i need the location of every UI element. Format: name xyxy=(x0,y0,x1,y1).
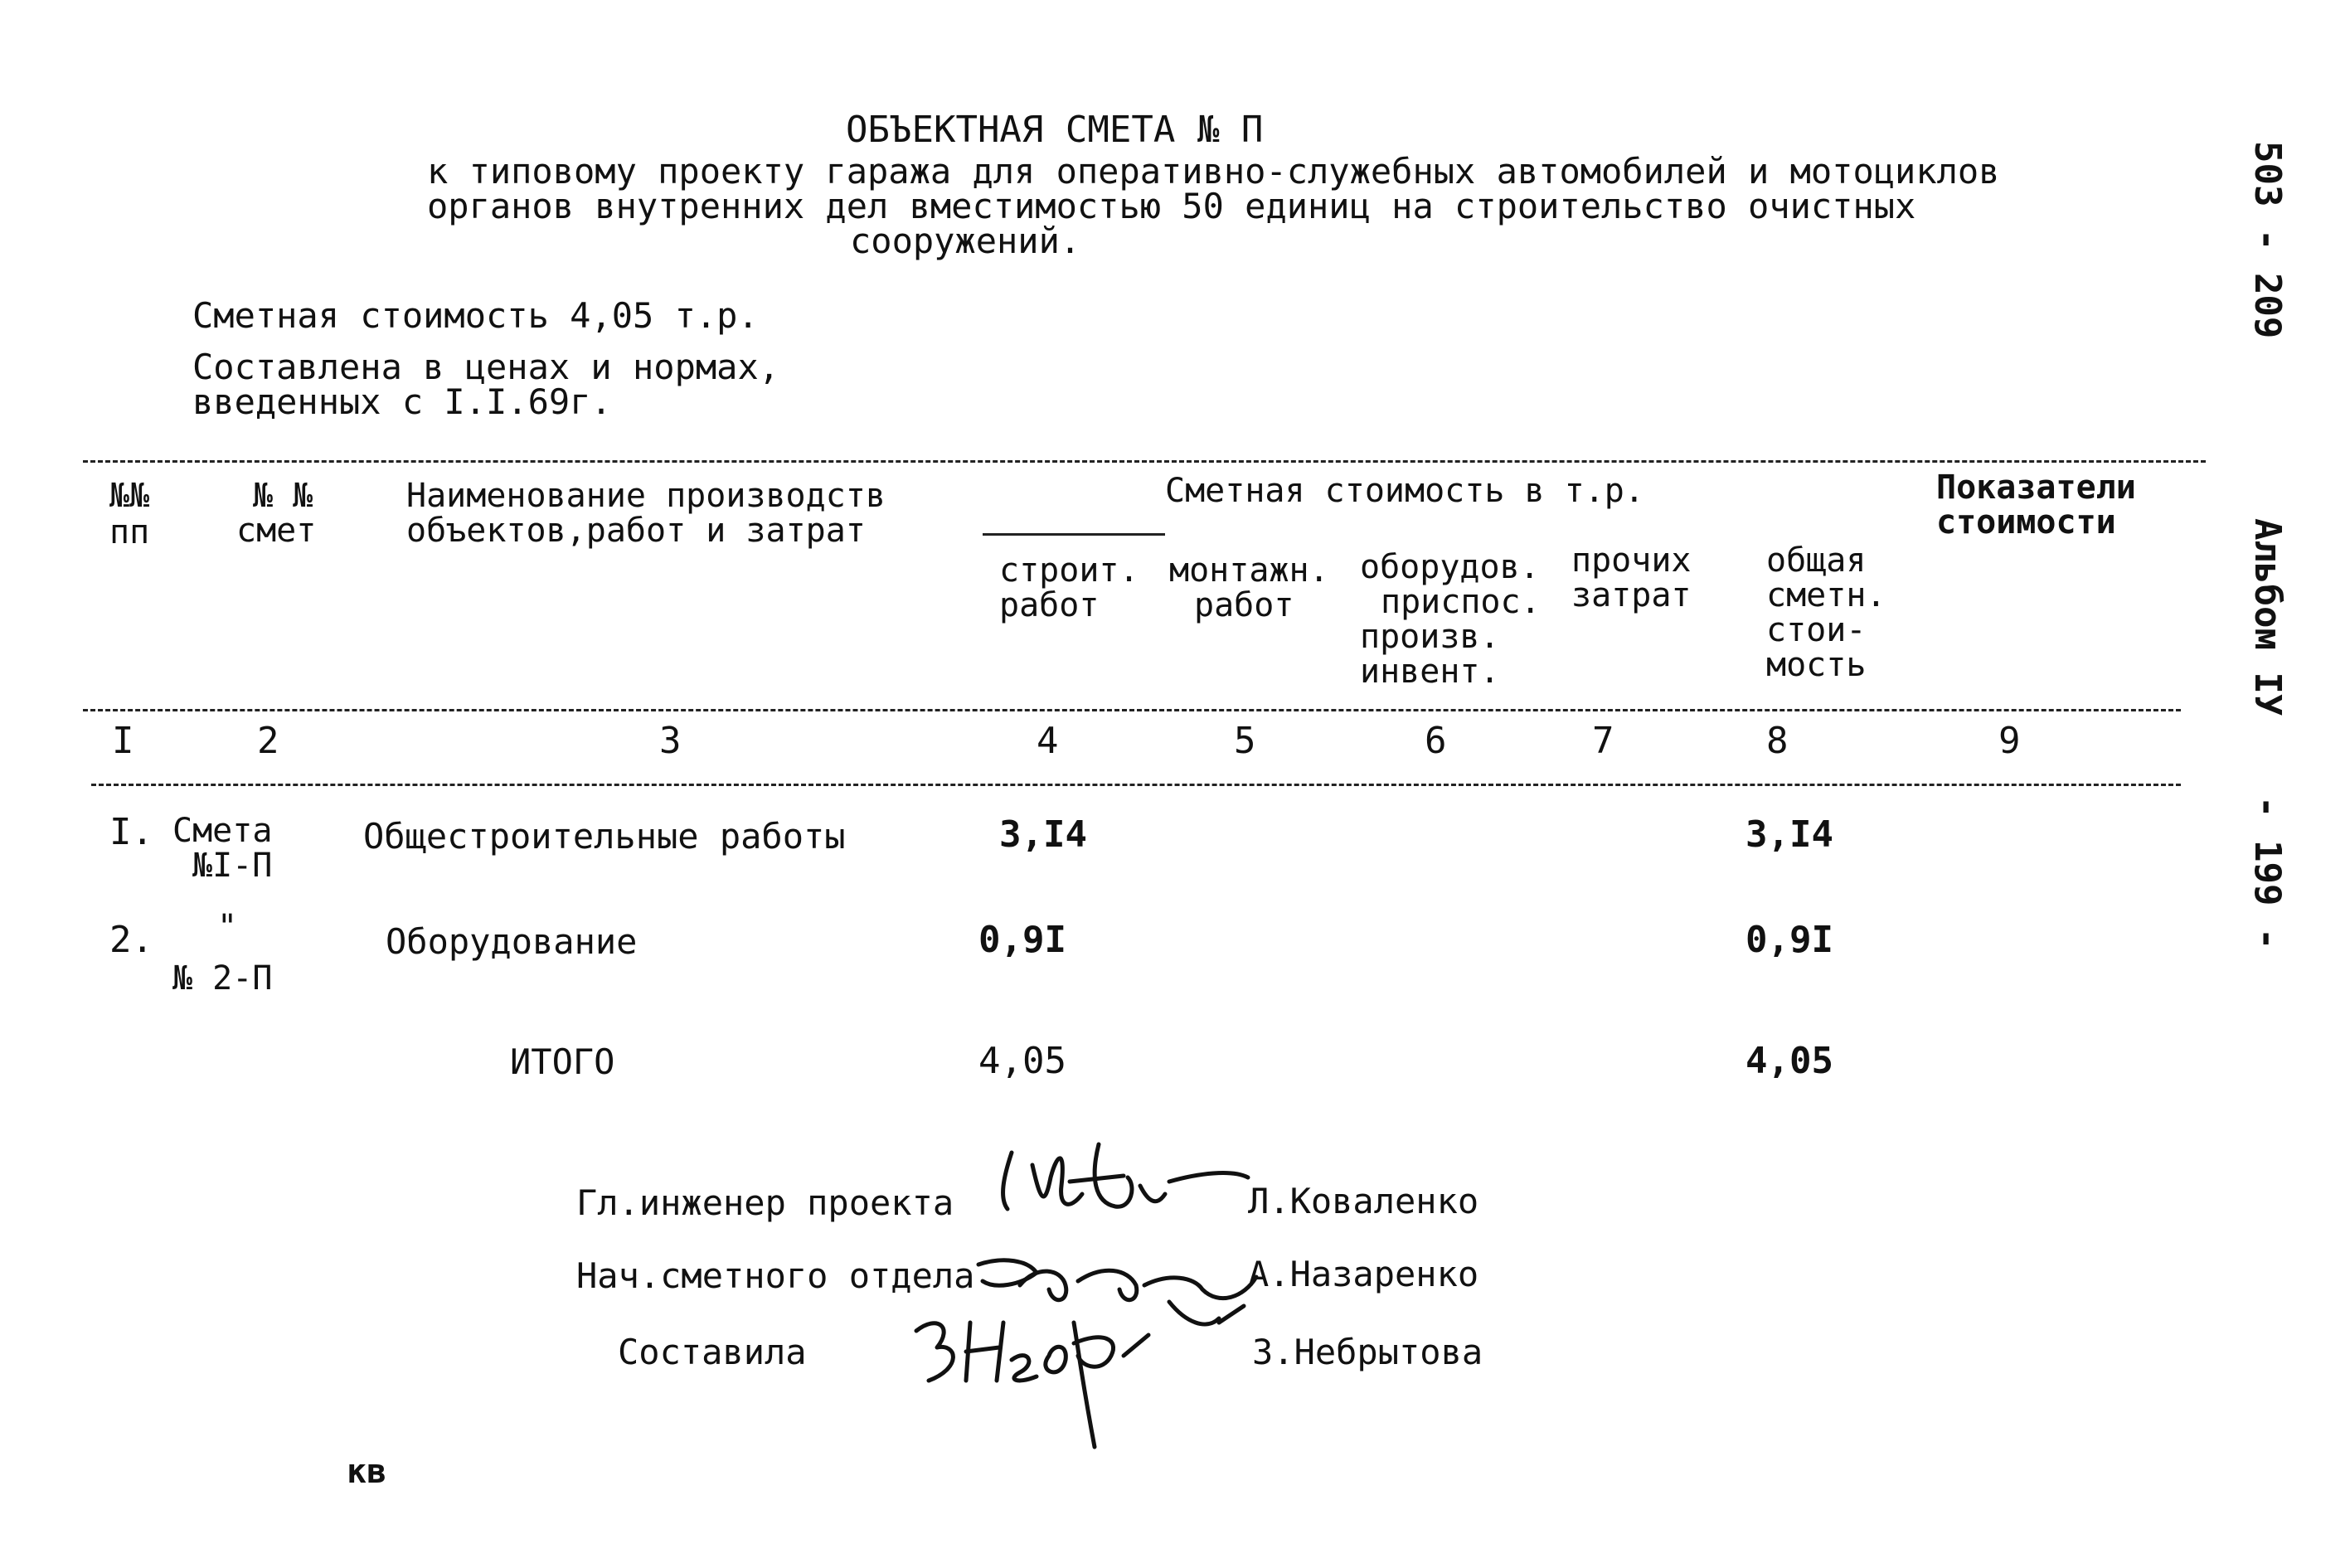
row-number: I. xyxy=(109,811,153,853)
margin-code: 503 - 209 xyxy=(2246,141,2289,339)
column-number: 6 xyxy=(1425,720,1447,762)
row-total-cost: 0,9I xyxy=(1746,919,1833,961)
header-col6-line2: приспос. xyxy=(1381,583,1541,621)
column-number: 4 xyxy=(1037,720,1059,762)
signature-role: Составила xyxy=(618,1332,807,1372)
header-col3-line2: объектов,работ и затрат xyxy=(406,512,866,550)
header-col6-line3: произв. xyxy=(1360,618,1500,656)
prices-note-line-2: введенных с I.I.69г. xyxy=(192,381,612,422)
prices-note-line-1: Составлена в ценах и нормах, xyxy=(192,347,780,387)
total-label: ИТОГО xyxy=(510,1041,615,1082)
header-col7-line2: затрат xyxy=(1571,576,1692,614)
header-col4-line2: работ xyxy=(999,586,1100,624)
row-smeta-line2: №I-П xyxy=(192,847,273,885)
margin-page-number: - 199 - xyxy=(2246,796,2289,950)
header-bottom-rule xyxy=(83,709,2181,711)
column-number: 5 xyxy=(1234,720,1256,762)
header-col4-line1: строит. xyxy=(999,551,1139,590)
row-total-cost: 3,I4 xyxy=(1746,813,1833,856)
row-build-cost: 0,9I xyxy=(978,919,1066,961)
header-col3-line1: Наименование производств xyxy=(406,477,886,515)
row-build-cost: 3,I4 xyxy=(999,813,1087,856)
column-number: 9 xyxy=(1998,720,2021,762)
column-number: 2 xyxy=(257,720,279,762)
header-col6-line4: инвент. xyxy=(1360,653,1500,691)
header-col1-line2: пп xyxy=(109,513,150,551)
header-col1-line1: №№ xyxy=(109,477,150,515)
header-col2-line1: № № xyxy=(253,477,313,515)
signature-name: З.Небрытова xyxy=(1252,1332,1483,1372)
signature-name: А.Назаренко xyxy=(1248,1254,1479,1294)
handwritten-signature xyxy=(991,1136,1256,1227)
column-number: 8 xyxy=(1766,720,1789,762)
header-col8-line2: сметн. xyxy=(1766,576,1886,614)
initials-mark: кв xyxy=(347,1453,387,1491)
row-number: 2. xyxy=(109,919,153,961)
subtitle-line-1: к типовому проекту гаража для оперативно-служебных автомобилей и мотоциклов xyxy=(427,151,2000,192)
header-col9-line1: Показатели xyxy=(1936,468,2136,507)
row-name: Оборудование xyxy=(386,921,638,962)
header-cost-group: Сметная стоимость в т.р. xyxy=(1165,472,1644,510)
header-col9-line2: стоимости xyxy=(1936,503,2116,541)
subtitle-line-2: органов внутренних дел вместимостью 50 единиц на строительство очистных xyxy=(427,186,1916,226)
column-number: 3 xyxy=(659,720,682,762)
column-numbers-rule xyxy=(91,784,2181,786)
document-title: ОБЪЕКТНАЯ СМЕТА № П xyxy=(846,109,1264,151)
header-col8-line4: мость xyxy=(1766,646,1867,684)
estimated-cost: Сметная стоимость 4,05 т.р. xyxy=(192,295,759,336)
signature-role: Гл.инженер проекта xyxy=(576,1182,954,1223)
row-smeta-line2: № 2-П xyxy=(172,959,273,998)
column-number: 7 xyxy=(1592,720,1614,762)
header-col5-line2: работ xyxy=(1194,586,1294,624)
header-col7-line1: прочих xyxy=(1571,541,1692,580)
margin-album: Альбом IУ xyxy=(2246,518,2289,716)
handwritten-signature xyxy=(904,1298,1153,1455)
header-col8-line3: стои- xyxy=(1766,611,1867,649)
column-number: I xyxy=(112,720,134,762)
row-name: Общестроительные работы xyxy=(363,816,846,857)
group-header-underline xyxy=(983,533,1165,536)
row-smeta-line1: " xyxy=(217,908,238,946)
table-top-rule xyxy=(83,460,2206,463)
header-col8-line1: общая xyxy=(1766,541,1867,580)
signature-name: Л.Коваленко xyxy=(1248,1181,1479,1221)
total-sum-cost: 4,05 xyxy=(1746,1040,1833,1082)
signature-role: Нач.сметного отдела xyxy=(576,1255,975,1296)
total-build-cost: 4,05 xyxy=(978,1040,1066,1082)
row-smeta-line1: Смета xyxy=(172,812,273,850)
header-col6-line1: оборудов. xyxy=(1360,548,1540,586)
subtitle-line-3: сооружений. xyxy=(850,221,1081,261)
header-col5-line1: монтажн. xyxy=(1169,551,1329,590)
header-col2-line2: смет xyxy=(236,512,317,550)
